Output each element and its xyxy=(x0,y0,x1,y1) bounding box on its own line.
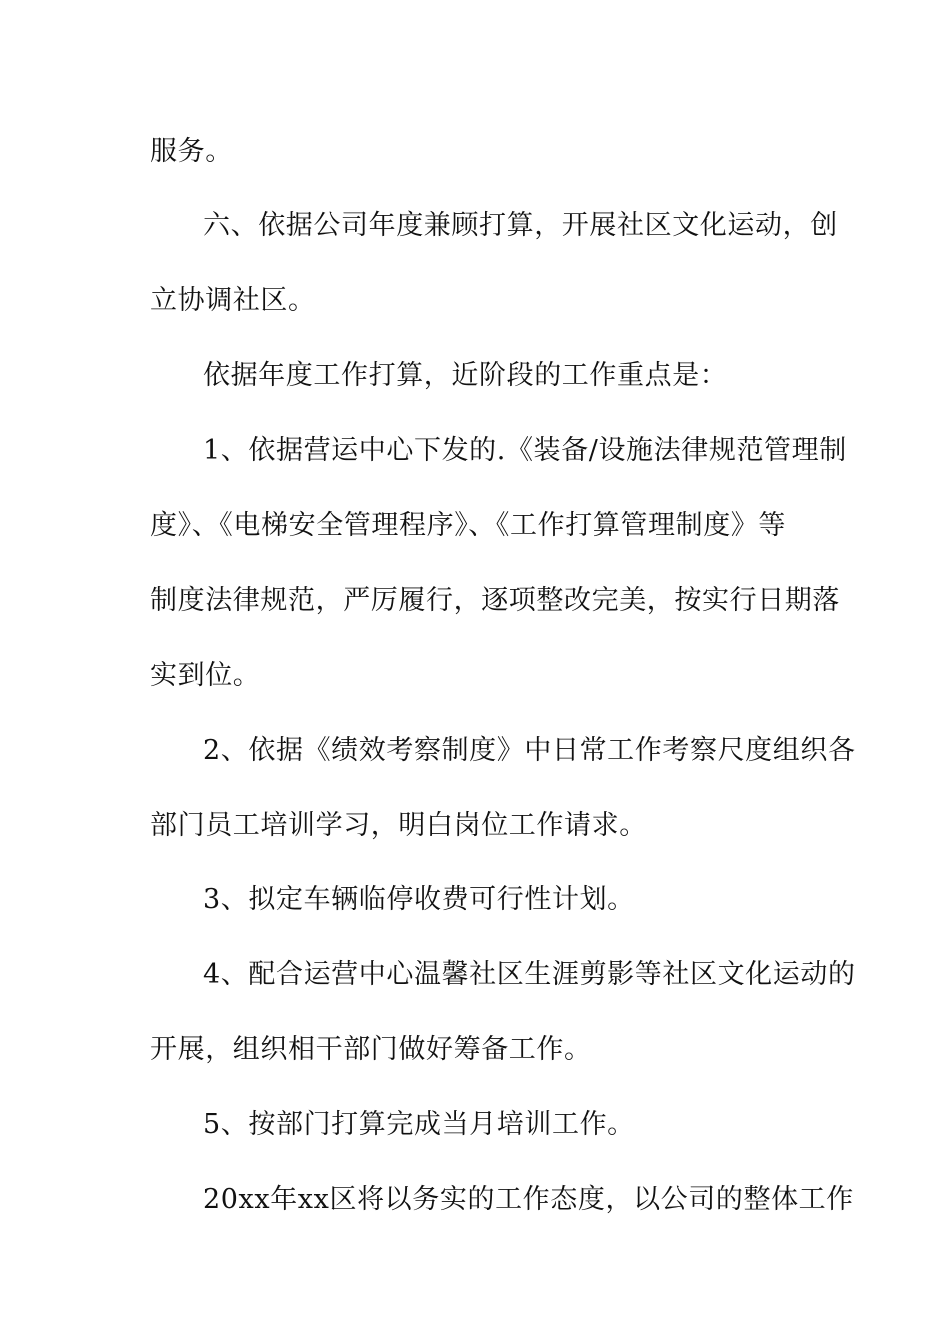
paragraph-line: 六、依据公司年度兼顾打算，开展社区文化运动，创 xyxy=(203,210,838,241)
text-line: 开展，组织相干部门做好筹备工作。 xyxy=(150,1034,592,1065)
list-item-line: 2、依据《绩效考察制度》中日常工作考察尺度组织各 xyxy=(203,735,856,766)
paragraph-line: 依据年度工作打算，近阶段的工作重点是： xyxy=(203,360,728,391)
list-item-line: 5、按部门打算完成当月培训工作。 xyxy=(203,1109,635,1140)
text-line: 实到位。 xyxy=(150,660,261,691)
list-item-line: 4、配合运营中心温馨社区生涯剪影等社区文化运动的 xyxy=(203,959,856,990)
paragraph-line: 20xx年xx区将以务实的工作态度，以公司的整体工作 xyxy=(203,1184,854,1215)
list-item-line: 3、拟定车辆临停收费可行性计划。 xyxy=(203,884,635,915)
text-line: 制度法律规范，严厉履行，逐项整改完美，按实行日期落 xyxy=(150,585,840,616)
list-item-line: 1、依据营运中心下发的.《装备/设施法律规范管理制 xyxy=(203,435,847,466)
text-line: 服务。 xyxy=(150,136,233,167)
text-line: 立协调社区。 xyxy=(150,285,316,316)
text-line: 部门员工培训学习，明白岗位工作请求。 xyxy=(150,810,647,841)
text-line: 度》、《电梯安全管理程序》、《工作打算管理制度》等 xyxy=(150,510,786,541)
